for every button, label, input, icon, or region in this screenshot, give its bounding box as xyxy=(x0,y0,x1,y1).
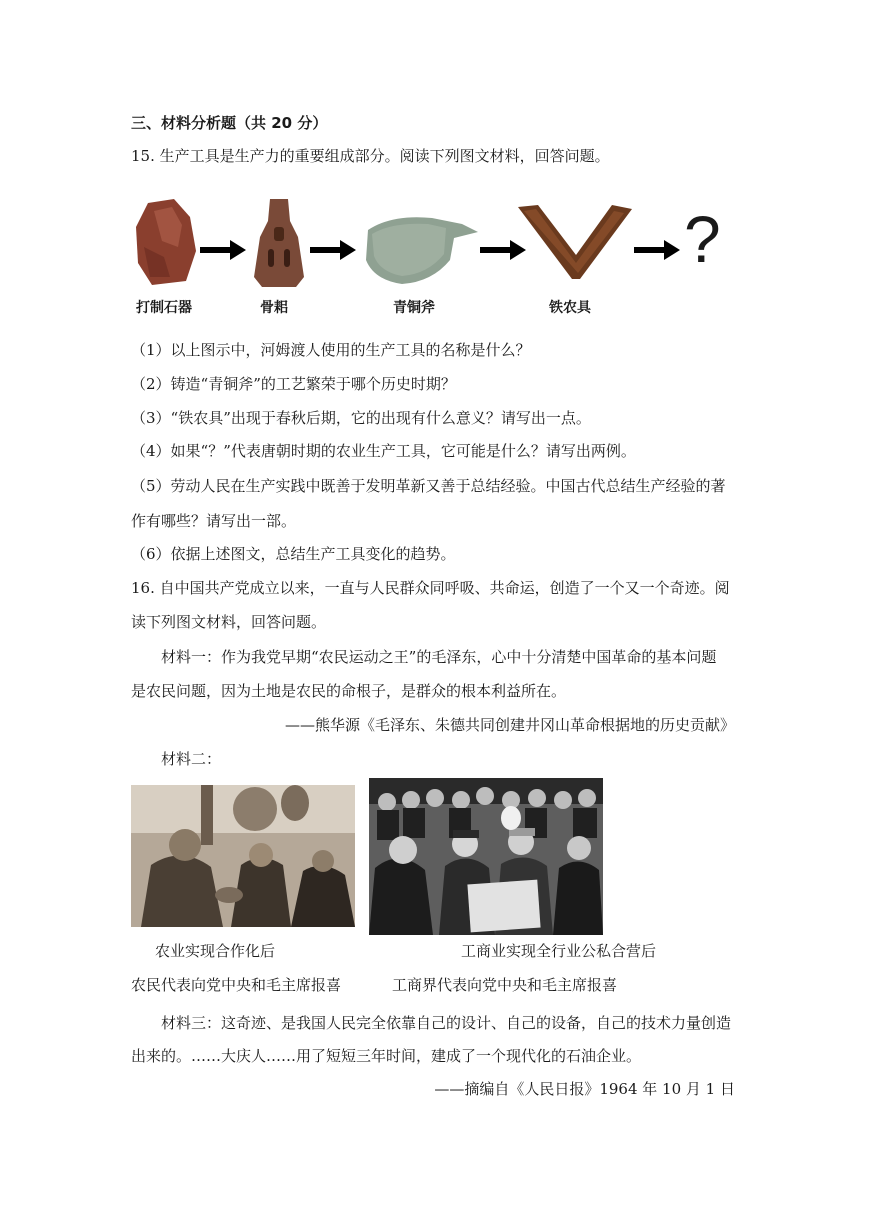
material-1-text: 材料一：作为我党早期“农民运动之王”的毛泽东，心中十分清楚中国革命的基本问题 xyxy=(161,648,717,666)
photo-1-caption: 农业实现合作化后 xyxy=(155,942,276,960)
photo-1-caption: 农民代表向党中央和毛主席报喜 xyxy=(131,976,342,994)
q15-sub-question: （1）以上图示中，河姆渡人使用的生产工具的名称是什么？ xyxy=(131,341,531,359)
question-16-intro: 16. 自中国共产党成立以来，一直与人民群众同呼吸、共命运，创造了一个又一个奇迹。阅 xyxy=(131,579,730,597)
material-1-source: ——熊华源《毛泽东、朱德共同创建井冈山革命根据地的历史贡献》 xyxy=(284,716,735,734)
bone-spade-image xyxy=(250,197,308,289)
tool-label: 青铜斧 xyxy=(393,300,435,316)
tool-label: 骨耜 xyxy=(260,300,288,316)
stone-tool-image xyxy=(134,197,200,287)
q15-sub-question: （3）“铁农具”出现于春秋后期，它的出现有什么意义？请写出一点。 xyxy=(131,409,591,427)
section-title: 三、材料分析题（共 20 分） xyxy=(131,114,328,132)
q15-sub-question: （2）铸造“青铜斧”的工艺繁荣于哪个历史时期？ xyxy=(131,375,456,393)
q15-sub-question: 作有哪些？请写出一部。 xyxy=(131,512,297,530)
photo-2-caption: 工商业实现全行业公私合营后 xyxy=(461,942,657,960)
material-3-text: 出来的。……大庆人……用了短短三年时间，建成了一个现代化的石油企业。 xyxy=(131,1047,642,1065)
question-15-intro: 15. 生产工具是生产力的重要组成部分。阅读下列图文材料，回答问题。 xyxy=(131,147,610,165)
arrow-icon xyxy=(310,240,356,260)
photo-2-caption: 工商界代表向党中央和毛主席报喜 xyxy=(392,976,618,994)
arrow-icon xyxy=(200,240,246,260)
bronze-axe-image xyxy=(362,210,480,286)
arrow-icon xyxy=(634,240,680,260)
material-1-text: 是农民问题，因为土地是农民的命根子，是群众的根本利益所在。 xyxy=(131,682,567,700)
farmers-photo xyxy=(131,785,355,927)
question-mark: ? xyxy=(684,202,721,276)
industrialists-photo xyxy=(369,778,603,935)
iron-tool-image xyxy=(516,203,634,281)
tool-label: 打制石器 xyxy=(136,300,192,316)
material-3-text: 材料三：这奇迹、是我国人民完全依靠自己的设计、自己的设备，自己的技术力量创造 xyxy=(161,1014,732,1032)
q15-sub-question: （4）如果“？”代表唐朝时期的农业生产工具，它可能是什么？请写出两例。 xyxy=(131,442,636,460)
question-16-intro: 读下列图文材料，回答问题。 xyxy=(131,613,327,631)
material-2-label: 材料二： xyxy=(161,750,222,768)
q15-sub-question: （6）依据上述图文，总结生产工具变化的趋势。 xyxy=(131,545,456,563)
tool-label: 铁农具 xyxy=(549,300,591,316)
material-3-source: ——摘编自《人民日报》1964 年 10 月 1 日 xyxy=(434,1080,735,1098)
q15-sub-question: （5）劳动人民在生产实践中既善于发明革新又善于总结经验。中国古代总结生产经验的著 xyxy=(131,477,726,495)
